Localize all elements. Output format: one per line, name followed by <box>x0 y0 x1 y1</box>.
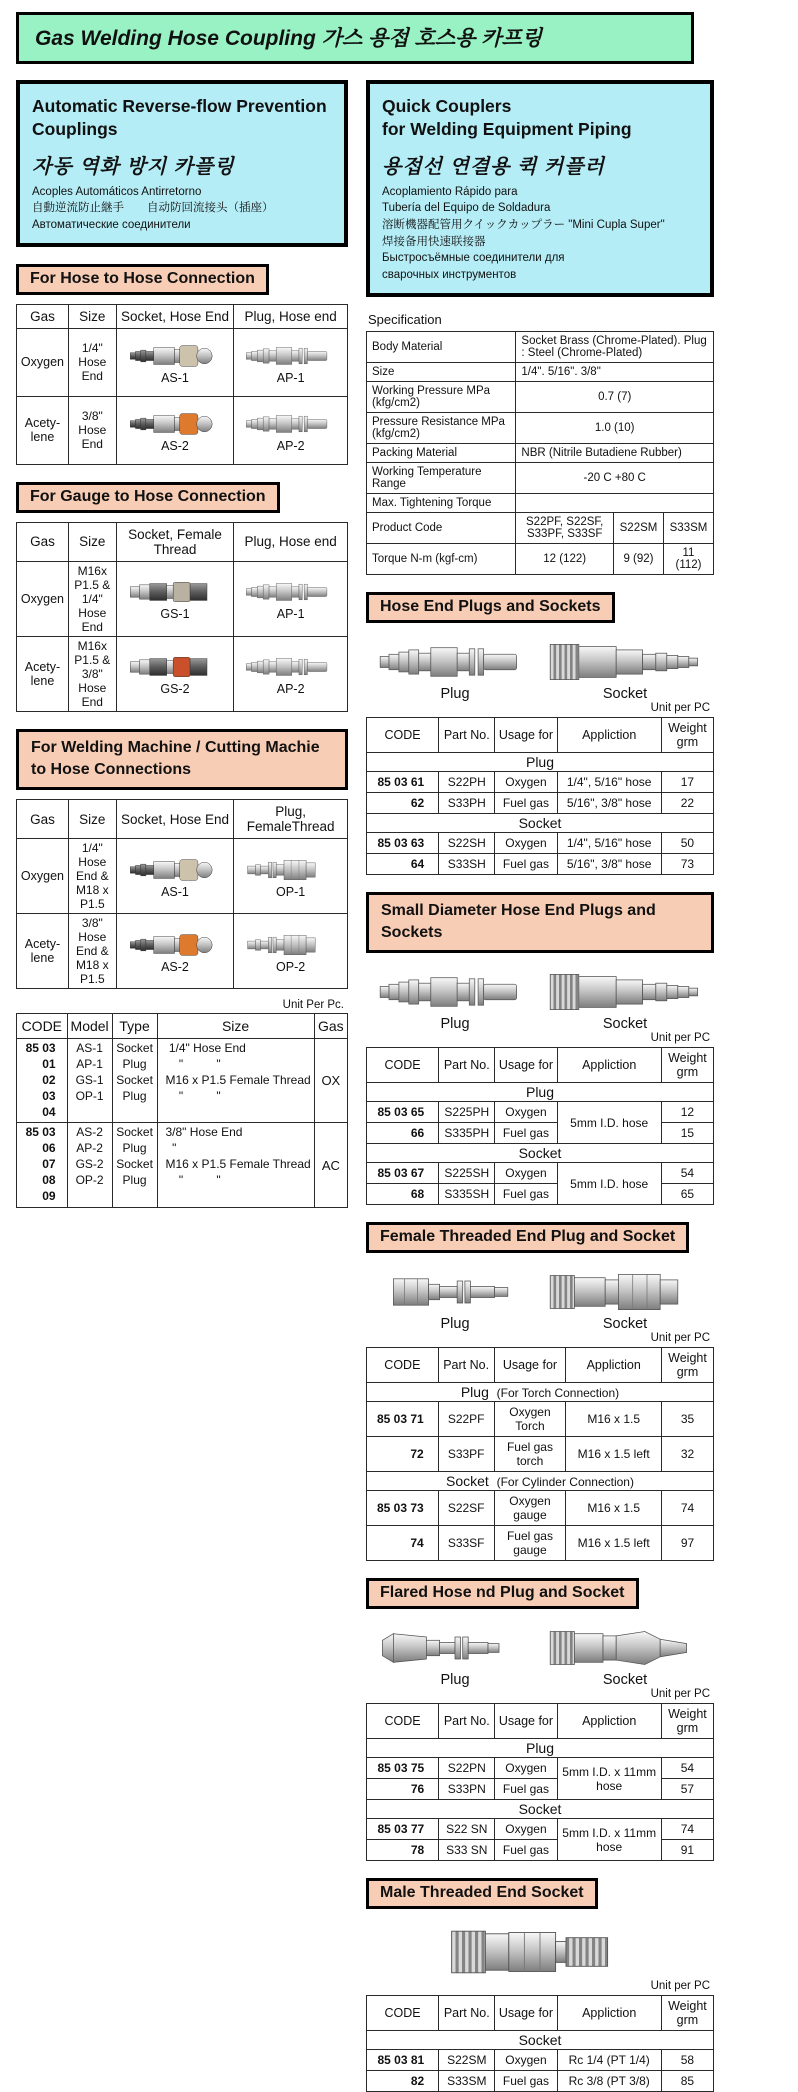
col-gas: Gas <box>17 304 69 328</box>
plug-caption: Plug <box>440 1316 470 1333</box>
socket-image-box <box>548 970 702 1032</box>
table-row: 68 S335SH Fuel gas 65 <box>367 1184 714 1205</box>
model-cell: AS-2 AP-2 GS-2 OP-2 <box>67 1123 112 1207</box>
code-cell: 85 03 01 02 03 04 <box>17 1039 68 1123</box>
right-intro-sub-ru1: Быстросъёмные соединители для <box>382 252 565 265</box>
size-cell: 3/8" Hose End <box>68 396 116 464</box>
spec-row-pressure-resistance: Pressure Resistance MPa (kfg/cm2) 1.0 (10) <box>367 412 714 443</box>
col-socket: Socket, Female Thread <box>116 522 234 561</box>
coupling-photo-gs2 <box>129 654 220 680</box>
col-size: Size <box>157 1014 314 1039</box>
flared-hose-images <box>366 1618 714 1688</box>
size-cell: 1/4" Hose End & M18 x P1.5 <box>68 839 116 914</box>
unit-per-pc-note: Unit per PC <box>650 1688 710 1701</box>
small-diameter-images <box>366 962 714 1032</box>
plug-image-box <box>378 1626 532 1688</box>
table-row: 85 03 67 S225SH Oxygen 5mm I.D. hose 54 <box>367 1163 714 1184</box>
socket-image-box <box>548 1626 702 1688</box>
table-header-row: CODE Part No. Usage for Appliction Weight grm <box>367 1348 714 1383</box>
col-socket: Socket, Hose End <box>116 800 234 839</box>
size-cell: 3/8" Hose End & M18 x P1.5 <box>68 914 116 989</box>
unit-per-pc-note: Unit per PC <box>650 1980 710 1993</box>
gauge-to-hose-table <box>16 522 348 712</box>
gas-cell: Oxygen <box>17 561 69 636</box>
col-plug: Plug, Hose end <box>234 304 348 328</box>
right-intro-sub-es2: Tubería del Equipo de Soldadura <box>382 202 551 215</box>
coupling-photo-ap2 <box>245 411 336 437</box>
plug-cell <box>234 561 348 636</box>
model-caption: OP-2 <box>276 959 306 974</box>
female-plug-photo <box>378 1270 532 1314</box>
table-row: 85 03 77 S22 SN Oxygen 5mm I.D. x 11mm hose 74 <box>367 1819 714 1840</box>
section-title-hose-end: Hose End Plugs and Sockets <box>366 592 615 623</box>
left-column <box>16 80 348 1208</box>
plug-image-box <box>378 640 532 702</box>
col-size: Size <box>68 522 116 561</box>
col-plug: Plug, Hose end <box>234 522 348 561</box>
col-socket: Socket, Hose End <box>116 304 234 328</box>
order-codes-table <box>16 1013 348 1207</box>
unit-per-pc-note: Unit per PC <box>650 1332 710 1345</box>
socket-image-box <box>548 1270 702 1332</box>
socket-group-row: Socket <box>367 813 714 832</box>
section-title-flared-hose: Flared Hose nd Plug and Socket <box>366 1578 639 1609</box>
page-title: Gas Welding Hose Coupling 가스 용접 호스용 카프링 <box>16 12 694 64</box>
model-caption: OP-1 <box>276 884 306 899</box>
table-row <box>17 328 348 396</box>
empty-value-cell <box>516 493 714 512</box>
right-intro-title-line2: for Welding Equipment Piping <box>382 118 632 139</box>
socket-cell <box>116 636 234 711</box>
socket-caption: Socket <box>602 685 648 702</box>
table-row <box>17 839 348 914</box>
model-caption: AS-2 <box>161 959 189 974</box>
right-intro-korean: 용접선 연결용 퀵 커플러 <box>382 155 605 178</box>
table-header-row <box>17 800 348 839</box>
table-row: 82 S33SM Fuel gas Rc 3/8 (PT 3/8) 85 <box>367 2071 714 2092</box>
col-size: Size <box>68 304 116 328</box>
spec-row-working-pressure: Working Pressure MPa (kfg/cm2) 0.7 (7) <box>367 381 714 412</box>
table-row-acetylene-group <box>17 1123 348 1207</box>
columns <box>16 80 716 2092</box>
coupling-photo-gs1 <box>129 579 220 605</box>
table-row: 66 S335PH Fuel gas 15 <box>367 1123 714 1144</box>
left-intro-title: Automatic Reverse-flow Prevention Couplings <box>32 96 327 139</box>
socket-cell <box>116 396 234 464</box>
plug-group-row: Plug <box>367 752 714 771</box>
hose-to-hose-table <box>16 304 348 465</box>
unit-per-pc-note: Unit per PC <box>650 701 710 714</box>
small-socket-photo <box>548 970 702 1014</box>
table-row <box>17 914 348 989</box>
coupling-photo-ap1 <box>245 579 336 605</box>
specification-table <box>366 331 714 575</box>
table-row: 85 03 73 S22SF Oxygen gauge M16 x 1.5 74 <box>367 1491 714 1526</box>
application-merged-cell: 5mm I.D. x 11mm hose <box>557 1819 661 1861</box>
right-intro-sub-cn: 焊接备用快速联接器 <box>382 235 486 248</box>
section-title-small-diameter: Small Diameter Hose End Plugs and Sockets <box>366 892 714 954</box>
table-header-row <box>17 304 348 328</box>
socket-caption: Socket <box>602 1316 648 1333</box>
plug-caption: Plug <box>440 1016 470 1033</box>
socket-cell <box>116 839 234 914</box>
spec-row-max-tightening-torque: Max. Tightening Torque <box>367 493 714 512</box>
table-header-row <box>17 1014 348 1039</box>
right-column <box>366 80 714 2092</box>
col-type: Type <box>112 1014 157 1039</box>
female-threaded-images <box>366 1262 714 1332</box>
table-row <box>17 561 348 636</box>
hose-end-table <box>366 717 714 875</box>
socket-cell <box>116 561 234 636</box>
size-cell: 1/4" Hose End " " M16 x P1.5 Female Thread " " <box>157 1039 314 1123</box>
hose-end-socket-photo <box>548 640 702 684</box>
socket-group-note: (For Cylinder Connection) <box>496 1475 634 1490</box>
table-row: 62 S33PH Fuel gas 5/16", 3/8" hose 22 <box>367 792 714 813</box>
plug-caption: Plug <box>440 1672 470 1689</box>
table-row: 78 S33 SN Fuel gas 91 <box>367 1840 714 1861</box>
table-row-oxygen-group <box>17 1039 348 1123</box>
table-row: 72 S33PF Fuel gas torch M16 x 1.5 left 32 <box>367 1437 714 1472</box>
type-cell: Socket Plug Socket Plug <box>112 1039 157 1123</box>
gas-cell: Acety-lene <box>17 914 69 989</box>
right-intro-sub-jp: 溶断機器配管用クイックカップラー "Mini Cupla Super" <box>382 218 665 231</box>
application-merged-cell: 5mm I.D. hose <box>557 1163 661 1205</box>
socket-caption: Socket <box>602 1016 648 1033</box>
flared-hose-table <box>366 1703 714 1861</box>
coupling-photo-as1 <box>129 857 220 883</box>
left-intro-sub-es: Acoples Automáticos Antirretorno <box>32 185 202 198</box>
coupling-photo-as1 <box>129 343 220 369</box>
table-row: 85 03 75 S22PN Oxygen 5mm I.D. x 11mm hose 54 <box>367 1758 714 1779</box>
unit-per-pc-note: Unit Per Pc. <box>282 999 344 1012</box>
socket-group-row: Socket <box>367 2031 714 2050</box>
model-caption: GS-2 <box>160 682 190 697</box>
table-row: 85 03 63 S22SH Oxygen 1/4", 5/16" hose 50 <box>367 832 714 853</box>
type-cell: Socket Plug Socket Plug <box>112 1123 157 1207</box>
table-header-row: CODE Part No. Usage for Appliction Weight grm <box>367 1704 714 1739</box>
table-row: 74 S33SF Fuel gas gauge M16 x 1.5 left 97 <box>367 1526 714 1561</box>
left-intro-box <box>16 80 348 247</box>
plug-group-row: Plug (For Torch Connection) <box>367 1383 714 1402</box>
table-row <box>17 636 348 711</box>
coupling-photo-as2 <box>129 932 220 958</box>
socket-image-box <box>449 1926 631 1978</box>
female-socket-photo <box>548 1270 702 1314</box>
hose-end-images <box>366 632 714 702</box>
table-header-row: CODE Part No. Usage for Appliction Weight grm <box>367 1048 714 1083</box>
col-code: CODE <box>17 1014 68 1039</box>
code-cell: 85 03 06 07 08 09 <box>17 1123 68 1207</box>
socket-group-row: Socket <box>367 1144 714 1163</box>
hose-end-plug-photo <box>378 640 532 684</box>
size-cell: 3/8" Hose End " M16 x P1.5 Female Thread " " <box>157 1123 314 1207</box>
model-caption: GS-1 <box>160 607 190 622</box>
male-threaded-image <box>366 1918 714 1978</box>
section-title-gauge-to-hose: For Gauge to Hose Connection <box>16 482 280 513</box>
right-intro-sub-ru2: сварочных инструментов <box>382 268 517 281</box>
coupling-photo-op2 <box>245 932 336 958</box>
plug-cell <box>234 328 348 396</box>
spec-row-torque: Torque N-m (kgf-cm) 12 (122) 9 (92) 11 (112) <box>367 543 714 574</box>
coupling-photo-ap1 <box>245 343 336 369</box>
plug-group-row: Plug <box>367 1083 714 1102</box>
model-caption: AP-2 <box>276 438 305 453</box>
flared-plug-photo <box>378 1626 532 1670</box>
spec-row-working-temperature: Working Temperature Range -20 C +80 C <box>367 462 714 493</box>
section-title-female-threaded: Female Threaded End Plug and Socket <box>366 1222 689 1253</box>
gas-cell: OX <box>314 1039 347 1123</box>
model-caption: AP-1 <box>276 370 305 385</box>
col-gas: Gas <box>17 800 69 839</box>
model-caption: AP-1 <box>276 607 305 622</box>
left-intro-sub-ru: Автоматические соединители <box>32 218 191 231</box>
plug-cell <box>234 839 348 914</box>
socket-cell <box>116 328 234 396</box>
left-intro-sub-jp-cn: 自動逆流防止継手 自动防回流接头（插座） <box>32 202 274 215</box>
application-merged-cell: 5mm I.D. hose <box>557 1102 661 1144</box>
male-threaded-table <box>366 1995 714 2092</box>
col-size: Size <box>68 800 116 839</box>
small-plug-photo <box>378 970 532 1014</box>
left-intro-korean: 자동 역화 방지 카플링 <box>32 155 235 178</box>
plug-image-box <box>378 970 532 1032</box>
spec-row-body-material: Body Material Socket Brass (Chrome-Plated). Plug : Steel (Chrome-Plated) <box>367 331 714 362</box>
size-cell: 1/4" Hose End <box>68 328 116 396</box>
female-threaded-table <box>366 1347 714 1561</box>
table-row: 85 03 61 S22PH Oxygen 1/4", 5/16" hose 17 <box>367 771 714 792</box>
table-header-row: CODE Part No. Usage for Appliction Weight grm <box>367 1996 714 2031</box>
specification-label: Specification <box>368 311 442 327</box>
table-header-row: CODE Part No. Usage for Appliction Weight grm <box>367 717 714 752</box>
section-title-welding-machine: For Welding Machine / Cutting Machie to Hose Connections <box>16 729 348 791</box>
model-cell: AS-1 AP-1 GS-1 OP-1 <box>67 1039 112 1123</box>
right-intro-sub-es1: Acoplamiento Rápido para <box>382 185 518 198</box>
plug-image-box <box>378 1270 532 1332</box>
flared-socket-photo <box>548 1626 702 1670</box>
gas-cell: Oxygen <box>17 328 69 396</box>
gas-cell: Acety-lene <box>17 636 69 711</box>
plug-cell <box>234 914 348 989</box>
gas-cell: Oxygen <box>17 839 69 914</box>
model-caption: AS-1 <box>161 370 189 385</box>
table-header-row <box>17 522 348 561</box>
col-gas: Gas <box>17 522 69 561</box>
socket-caption: Socket <box>602 1672 648 1689</box>
section-title-male-threaded: Male Threaded End Socket <box>366 1878 598 1909</box>
size-cell: M16x P1.5 & 3/8" Hose End <box>68 636 116 711</box>
welding-machine-table <box>16 799 348 989</box>
table-row: 64 S33SH Fuel gas 5/16", 3/8" hose 73 <box>367 853 714 874</box>
spec-row-product-code: Product Code S22PF, S22SF, S33PF, S33SF S22SM S33SM <box>367 512 714 543</box>
application-merged-cell: 5mm I.D. x 11mm hose <box>557 1758 661 1800</box>
plug-cell <box>234 396 348 464</box>
right-intro-box <box>366 80 714 297</box>
col-gas: Gas <box>314 1014 347 1039</box>
table-row: 85 03 71 S22PF Oxygen Torch M16 x 1.5 35 <box>367 1402 714 1437</box>
right-intro-title-line1: Quick Couplers <box>382 96 512 116</box>
table-row: 76 S33PN Fuel gas 57 <box>367 1779 714 1800</box>
male-socket-photo <box>449 1926 631 1978</box>
table-row <box>17 396 348 464</box>
col-plug: Plug, FemaleThread <box>234 800 348 839</box>
spec-row-packing-material: Packing Material NBR (Nitrile Butadiene Rubber) <box>367 443 714 462</box>
model-caption: AS-1 <box>161 884 189 899</box>
model-caption: AP-2 <box>276 682 305 697</box>
section-title-hose-to-hose: For Hose to Hose Connection <box>16 264 269 295</box>
gas-cell: Acety-lene <box>17 396 69 464</box>
size-cell: M16x P1.5 & 1/4" Hose End <box>68 561 116 636</box>
model-caption: AS-2 <box>161 438 189 453</box>
coupling-photo-op1 <box>245 857 336 883</box>
plug-group-note: (For Torch Connection) <box>496 1386 620 1401</box>
table-row: 85 03 65 S225PH Oxygen 5mm I.D. hose 12 <box>367 1102 714 1123</box>
table-row: 85 03 81 S22SM Oxygen Rc 1/4 (PT 1/4) 58 <box>367 2050 714 2071</box>
socket-group-row: Socket <box>367 1800 714 1819</box>
coupling-photo-ap2 <box>245 654 336 680</box>
spec-row-size: Size 1/4". 5/16". 3/8" <box>367 362 714 381</box>
plug-caption: Plug <box>440 685 470 702</box>
unit-per-pc-note: Unit per PC <box>650 1032 710 1045</box>
socket-group-row: Socket (For Cylinder Connection) <box>367 1472 714 1491</box>
socket-image-box <box>548 640 702 702</box>
small-diameter-table <box>366 1047 714 1205</box>
gas-cell: AC <box>314 1123 347 1207</box>
coupling-photo-as2 <box>129 411 220 437</box>
plug-cell <box>234 636 348 711</box>
col-model: Model <box>67 1014 112 1039</box>
plug-group-row: Plug <box>367 1739 714 1758</box>
socket-cell <box>116 914 234 989</box>
